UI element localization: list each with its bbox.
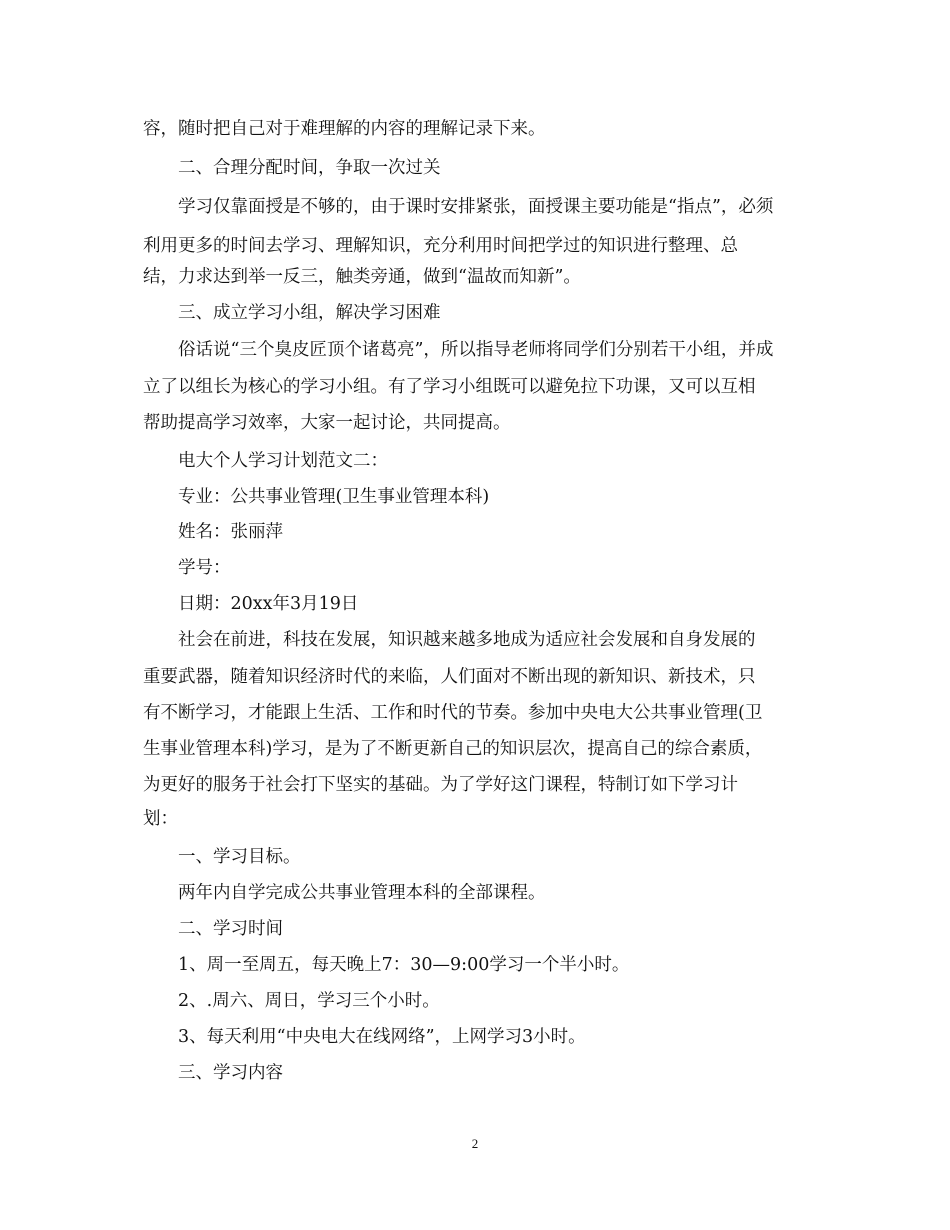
student-id-field: 学号： (178, 558, 231, 578)
text-line: 两年内自学完成公共事业管理本科的全部课程。 (178, 883, 546, 903)
date-field: 日期：20xx年3月19日 (178, 594, 359, 614)
list-item: 1、周一至周五，每天晚上7：30—9:00学习一个半小时。 (178, 955, 630, 975)
name-field: 姓名：张丽萍 (178, 522, 283, 542)
section-heading: 二、学习时间 (178, 919, 283, 939)
text-line: 学习仅靠面授是不够的，由于课时安排紧张，面授课主要功能是“指点”，必须 (178, 197, 774, 217)
text-line: 生事业管理本科)学习，是为了不断更新自己的知识层次，提高自己的综合素质， (143, 739, 763, 759)
text-line: 结，力求达到举一反三，触类旁通，做到“温故而知新”。 (143, 267, 581, 287)
list-item: 3、每天利用“中央电大在线网络”，上网学习3小时。 (178, 1027, 586, 1047)
section-heading: 电大个人学习计划范文二： (178, 451, 388, 471)
text-line: 利用更多的时间去学习、理解知识，充分利用时间把学过的知识进行整理、总 (143, 236, 738, 256)
section-heading: 二、合理分配时间，争取一次过关 (178, 158, 441, 178)
text-line: 俗话说“三个臭皮匠顶个诸葛亮”，所以指导老师将同学们分别若干小组，并成 (178, 340, 774, 360)
text-line: 有不断学习，才能跟上生活、工作和时代的节奏。参加中央电大公共事业管理(卫 (143, 703, 763, 723)
text-line: 划： (143, 809, 178, 829)
major-field: 专业：公共事业管理(卫生事业管理本科) (178, 487, 490, 507)
list-item: 2、.周六、周日，学习三个小时。 (178, 991, 440, 1011)
text-line: 容，随时把自己对于难理解的内容的理解记录下来。 (143, 119, 546, 139)
text-line: 重要武器，随着知识经济时代的来临，人们面对不断出现的新知识、新技术，只 (143, 667, 756, 687)
page-number: 2 (471, 1136, 479, 1151)
section-heading: 三、成立学习小组，解决学习困难 (178, 303, 441, 323)
text-line: 社会在前进，科技在发展，知识越来越多地成为适应社会发展和自身发展的 (178, 630, 756, 650)
text-line: 立了以组长为核心的学习小组。有了学习小组既可以避免拉下功课，又可以互相 (143, 377, 756, 397)
section-heading: 三、学习内容 (178, 1063, 283, 1083)
text-line: 帮助提高学习效率，大家一起讨论，共同提高。 (143, 413, 511, 433)
text-line: 为更好的服务于社会打下坚实的基础。为了学好这门课程，特制订如下学习计 (143, 775, 738, 795)
section-heading: 一、学习目标。 (178, 847, 301, 867)
